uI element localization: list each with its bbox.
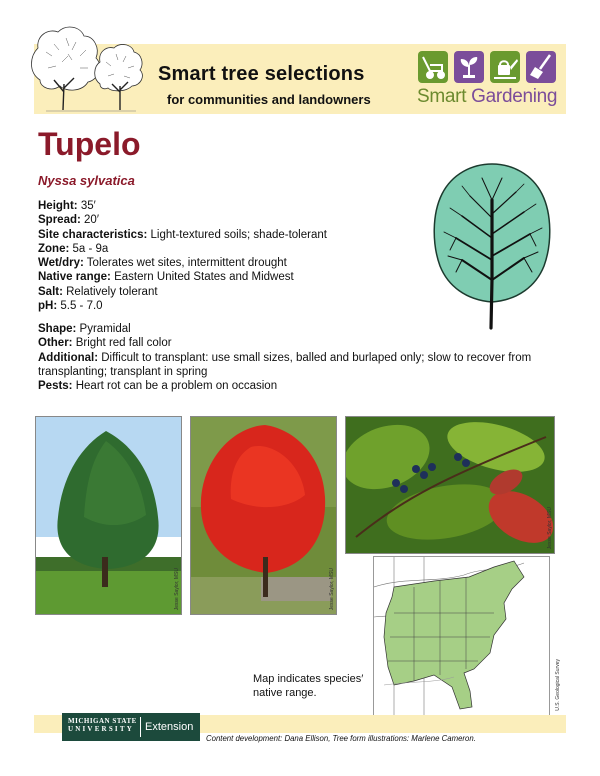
photo-tree-summer bbox=[35, 416, 182, 615]
property-site-characteristics: Site characteristics: Light-textured soils; shade-tolerant bbox=[38, 228, 327, 241]
msu-name: MICHIGAN STATE UNIVERSITY bbox=[68, 717, 137, 733]
seedling-icon bbox=[454, 51, 484, 83]
photo-credit-2: Jesse Saylor, MSU bbox=[329, 567, 335, 610]
logo-word-smart: Smart bbox=[417, 86, 467, 107]
property-height: Height: 35′ bbox=[38, 200, 96, 212]
property-ph: pH: 5.5 - 7.0 bbox=[38, 300, 103, 313]
msu-divider bbox=[140, 717, 141, 737]
photo-tree-fall bbox=[190, 416, 337, 615]
logo-word-gardening: Gardening bbox=[471, 86, 558, 107]
map-credit: U.S. Geological Survey bbox=[555, 659, 561, 711]
photo-credit-1: Jesse Saylor, MSU bbox=[174, 567, 180, 610]
property-shape: Shape: Pyramidal bbox=[38, 323, 131, 335]
properties-list-1 bbox=[38, 199, 398, 313]
native-range-map bbox=[373, 556, 561, 718]
properties-list-2 bbox=[38, 322, 558, 393]
property-salt: Salt: Relatively tolerant bbox=[38, 285, 158, 298]
lawnmower-icon bbox=[418, 51, 448, 83]
footer-credits: Content development: Dana Ellison, Tree form illustrations: Marlene Cameron. bbox=[206, 734, 476, 743]
scientific-name: Nyssa sylvatica bbox=[38, 173, 135, 188]
photo-berries-leaves bbox=[345, 416, 555, 554]
page-title: Tupelo bbox=[38, 126, 141, 162]
photo-credit-3: Jesse Saylor, MSU bbox=[547, 506, 553, 549]
header-subtitle: for communities and landowners bbox=[167, 92, 371, 107]
property-pests: Pests: Heart rot can be a problem on occasion bbox=[38, 380, 278, 393]
msu-extension-logo bbox=[62, 713, 200, 741]
map-caption: Map indicates species′ native range. bbox=[253, 673, 364, 699]
broom-icon bbox=[526, 51, 556, 83]
smart-gardening-logo-text bbox=[417, 86, 557, 108]
header-trees-illustration bbox=[26, 22, 150, 114]
watering-can-icon bbox=[490, 51, 520, 83]
property-zone: Zone: 5a - 9a bbox=[38, 242, 109, 255]
property-other: Other: Bright red fall color bbox=[38, 337, 172, 350]
property-spread: Spread: 20′ bbox=[38, 214, 99, 227]
tree-form-illustration bbox=[428, 160, 556, 330]
property-native-range: Native range: Eastern United States and Midwest bbox=[38, 271, 294, 284]
property-wet-dry: Wet/dry: Tolerates wet sites, intermittent drought bbox=[38, 257, 287, 270]
header-title: Smart tree selections bbox=[158, 63, 365, 85]
property-additional: Additional: Difficult to transplant: use small sizes, balled and burlaped only; slow to recover from transplanting; transplant in spring bbox=[38, 351, 532, 378]
smart-gardening-icons bbox=[418, 51, 556, 85]
msu-extension-label: Extension bbox=[145, 721, 194, 733]
